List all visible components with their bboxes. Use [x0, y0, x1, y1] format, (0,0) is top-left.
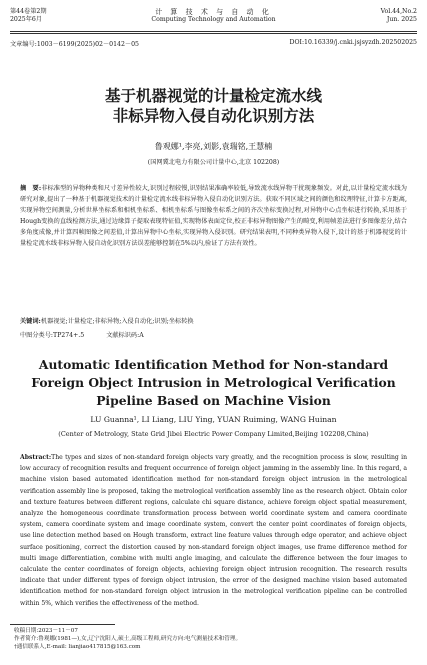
chinese-abstract [20, 183, 407, 249]
header-rule-thick [10, 31, 417, 32]
journal-name-en: Computing Technology and Automation [151, 16, 276, 23]
chinese-title-line-1: 基于机器视觉的计量检定流水线 [104, 87, 322, 105]
chinese-keywords [20, 316, 407, 325]
header-rule-thin [10, 33, 417, 34]
english-abstract-text: The types and sizes of non-standard foreign objects vary greatly, and the recognition process is slow, resulting in low accuracy of recognition results and frequent occurrence of foreign object jamming in the assembly line. In this regard, a machine vision based automated identification method for non-standard foreign object intrusion in the metrological verification assembly line is proposed, taking the metrological verification assembly line as the research object. Obtain color and texture features between different regions, calculate chi square distance, achieve foreign object spatial measurement, analyze the homogeneous coordinate transformation process between world coordinate system and camera coordinate system, camera coordinate system and image coordinate system, convert the center point coordinates of foreign objects, use line detection method based on Hough transform, extract line feature values through edge operator, and achieve object surface positioning, correct the distortion caused by non-standard foreign object images, use frame difference method for multi image differentiation, combine with multi angle imaging, and calculate the difference between the four images to calculate the center coordinates of foreign objects, achieving foreign object intrusion recognition. The research results indicate that under different types of foreign object intrusion, the error of the designed machine vision based automated identification method for non-standard foreign object intrusion in the metrological verification pipeline can be controlled within 5%, which verifies the effectiveness of the method. [20, 454, 407, 607]
doi: DOI:10.16339/j.cnki.jsjsyzdh.202502025 [289, 39, 417, 46]
english-title [0, 356, 427, 410]
english-authors: LU Guanna¹, LI Liang, LIU Ying, YUAN Ruiming, WANG Huinan [90, 415, 337, 424]
corresponding-email: †通信联系人,E-mail: lianjiao417815@163.com [14, 644, 141, 650]
english-title-line-2: Foreign Object Intrusion in Metrological Verification [31, 375, 396, 390]
chinese-abstract-text: 非标准型的异物种类和尺寸差异性较大,识别过程较慢,识别结果准确率较低,导致流水线异物干扰现象频发。对此,以计量检定流水线为研究对象,提出了一种基于机器视觉技术的计量检定流水线非标异物入侵自动化识别方法。获取不同区域之间的颜色和纹理特征,计算卡方距离,实现异物空间测量,分析世界坐标系和相机坐标系、相机坐标系与图像坐标系之间的齐次坐标变换过程,对异物中心点坐标进行转换,采用基于Hough变换的直线检测方法,通过边缘算子提取表现特征值,实现物体表面定位,校正非标异物图像产生的畸变,利用帧差法进行多图像差分,结合多角度成像,并计算四帧图像之间差值,计算出异物中心坐标,实现异物入侵识别。研究结果表明,不同种类异物入侵下,设计的基于机器视觉的计量检定流水线非标异物入侵自动化识别方法误差能够控制在5%以内,验证了方法有效性。 [20, 185, 407, 247]
english-abstract-label: Abstract: [20, 454, 52, 461]
chinese-title [0, 86, 427, 126]
classification [20, 330, 407, 339]
document-code: 文献标识码:A [106, 332, 144, 339]
english-abstract [20, 452, 407, 609]
chinese-title-line-2: 非标异物入侵自动化识别方法 [112, 107, 315, 125]
article-id: 文章编号:1003－6199(2025)02－0142－05 [10, 41, 139, 48]
volume-cn: 第44卷第2期 [10, 8, 47, 15]
header-center [10, 8, 417, 24]
clc-number: 中图分类号:TP274+.5 [20, 332, 85, 339]
running-header [10, 8, 417, 32]
date-cn: 2025年6月 [10, 16, 43, 23]
chinese-authors: 鲁观娜¹,李亮,刘影,袁瑞铭,王慧楠 [154, 142, 273, 151]
author-bio: 作者简介:鲁观娜(1981—),女,辽宁沈阳人,硕士,高级工程师,研究方向:电气测量技术和管理。 [14, 636, 242, 642]
english-title-line-3: Pipeline Based on Machine Vision [96, 393, 331, 408]
keywords-label: 关键词: [20, 318, 41, 325]
chinese-affiliation: (国网冀北电力有限公司计量中心,北京 102208) [147, 159, 280, 166]
keywords-text: 机器视觉;计量检定;非标异物;入侵自动化;识别;坐标转换 [40, 318, 194, 325]
footnote-rule [10, 624, 115, 625]
header-right [381, 8, 417, 24]
volume-en: Vol.44,No.2 [380, 8, 417, 15]
chinese-abstract-label: 摘 要: [20, 185, 42, 192]
footnotes [14, 627, 417, 651]
received-date: 收稿日期:2023－11－07 [14, 628, 78, 634]
english-title-line-1: Automatic Identification Method for Non-standard [38, 357, 389, 372]
journal-name-cn: 计 算 技 术 与 自 动 化 [155, 8, 272, 16]
english-affiliation: (Center of Metrology, State Grid Jibei Electric Power Company Limited,Beijing 102208,China) [58, 430, 369, 438]
date-en: Jun. 2025 [386, 16, 417, 23]
